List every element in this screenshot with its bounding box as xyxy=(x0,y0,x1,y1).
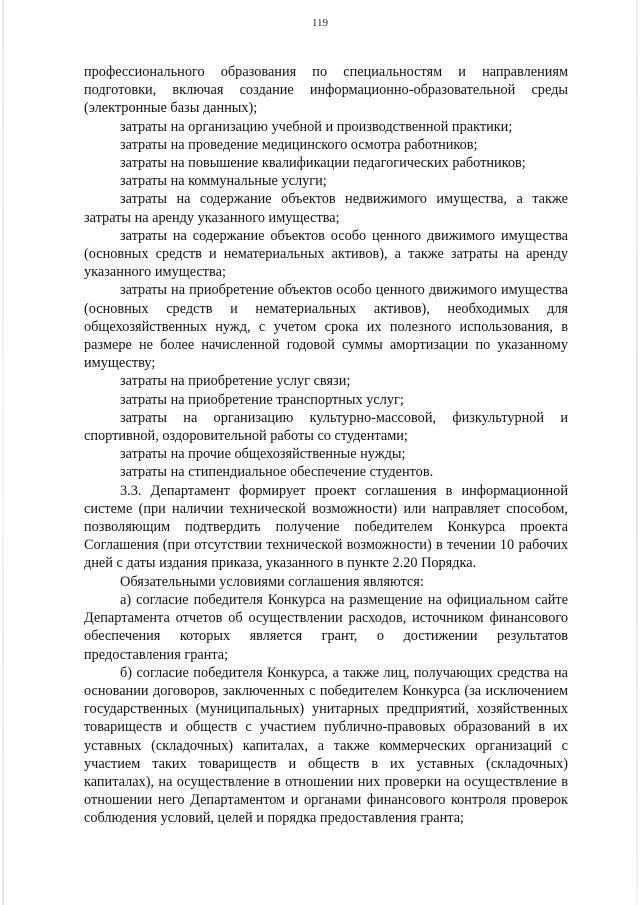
paragraph: затраты на проведение медицинского осмотра работников; xyxy=(120,136,478,153)
paragraph: Обязательными условиями соглашения являются: xyxy=(120,573,424,590)
paragraph: затраты на содержание объектов особо ценного движимого имущества (основных средств и нематериальных активов), а также затраты на аренду указанного имущества; xyxy=(84,227,568,281)
paragraph: затраты на приобретение объектов особо ценного движимого имущества (основных средств и нематериальных активов), необходимых для общехозяйственных нужд, с учетом срока их полезного использования, в размере не более начисленной годовой суммы амортизации по указанному имуществу; xyxy=(84,282,568,372)
paragraph: а) согласие победителя Конкурса на размещение на официальном сайте Департамента отчетов об осуществлении расходов, источником финансового обеспечения которых является грант, о достижении результатов предоставления гранта; xyxy=(84,591,568,663)
scan-edge-left xyxy=(2,0,4,905)
document-body xyxy=(84,63,568,828)
paragraph: затраты на приобретение транспортных услуг; xyxy=(120,391,404,408)
paragraph: затраты на коммунальные услуги; xyxy=(120,173,327,190)
paragraph: затраты на повышение квалификации педагогических работников; xyxy=(120,155,526,172)
paragraph: затраты на содержание объектов недвижимого имущества, а также затраты на аренду указанного имущества; xyxy=(84,191,568,226)
paragraph: б) согласие победителя Конкурса, а также лиц, получающих средства на основании договоров, заключенных с победителем Конкурса (за исключением государственных (муниципальных) унитарных предприятий, хозяйственных товариществ и обществ с участием публично-правовых образований в их уставных (складочных) капиталах, а также коммерческих организаций с участием таких товариществ и обществ в их уставных (складочных) капиталах), на осуществление в отношении них проверки на осуществление в отношении него Департаментом и органами финансового контроля проверок соблюдения условий, целей и порядка предоставления гранта; xyxy=(84,664,568,827)
paragraph: затраты на организацию культурно-массовой, физкультурной и спортивной, оздоровительной работы со студентами; xyxy=(84,409,568,445)
paragraph: затраты на стипендиальное обеспечение студентов. xyxy=(120,464,434,481)
paragraph: затраты на приобретение услуг связи; xyxy=(120,373,351,390)
paragraph: затраты на организацию учебной и производственной практики; xyxy=(120,118,513,135)
paragraph: 3.3. Департамент формирует проект соглашения в информационной системе (при наличии технической возможности) или направляет способом, позволяющим подтвердить получение победителем Конкурса проекта Соглашения (при отсутствии технической возможности) в течении 10 рабочих дней с даты издания приказа, указанного в пункте 2.20 Порядка. xyxy=(84,482,568,572)
scan-edge-right xyxy=(636,0,638,905)
paragraph: затраты на прочие общехозяйственные нужды; xyxy=(120,446,406,463)
page-number: 119 xyxy=(311,17,329,29)
paragraph: профессионального образования по специальностям и направлениям подготовки, включая создание информационно-образовательной среды (электронные базы данных); xyxy=(84,64,568,117)
